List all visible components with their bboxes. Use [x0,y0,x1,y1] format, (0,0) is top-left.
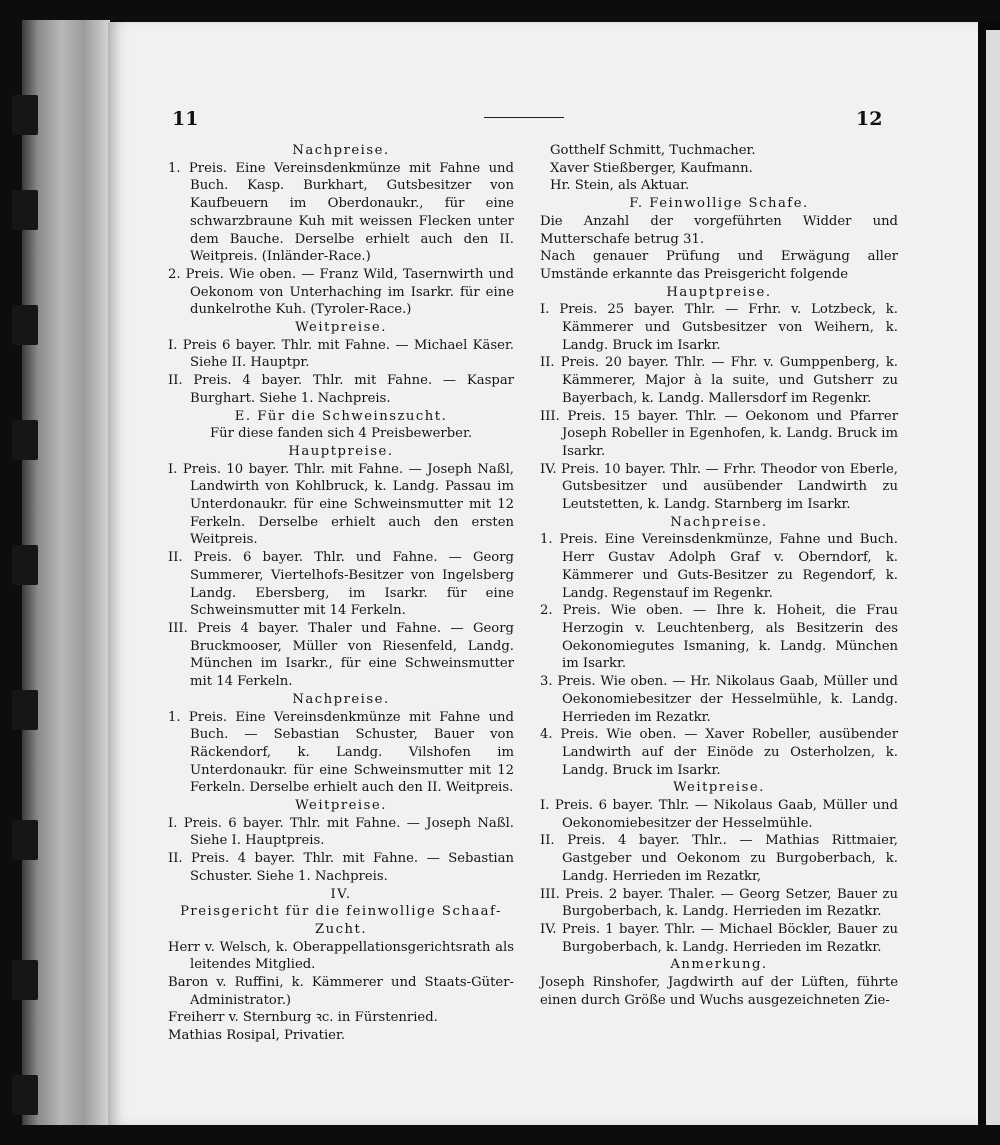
text-paragraph: Die Anzahl der vorgeführten Widder und Mutterschafe betrug 31. [540,213,898,247]
text-paragraph: I. Preis. 25 bayer. Thlr. — Frhr. v. Lotzbeck, k. Kämmerer und Gutsbesitzer von Weihern, k. Landg. Bruck im Isarkr. [540,302,898,353]
text-paragraph: II. Preis. 4 bayer. Thlr.. — Mathias Rittmaier, Gastgeber und Oekonom zu Burgoberbach, k. Landg. Herrieden im Rezatkr, [540,833,898,884]
text-paragraph: Hr. Stein, als Aktuar. [550,178,690,194]
text-paragraph: III. Preis 4 bayer. Thaler und Fahne. — Georg Bruckmooser, Müller von Riesenfeld, Landg. München im Isarkr., für eine Schweinsmutter mit 14 Ferkeln. [168,620,514,690]
binding-tab [12,95,38,135]
text-paragraph: III. Preis. 2 bayer. Thaler. — Georg Setzer, Bauer zu Burgoberbach, k. Landg. Herrieden im Rezatkr. [540,886,898,920]
section-heading: Weitpreise. [295,798,387,814]
text-paragraph: II. Preis. 4 bayer. Thlr. mit Fahne. — Sebastian Schuster. Siehe 1. Nachpreis. [168,851,514,884]
text-paragraph: 1. Preis. Eine Vereinsdenkmünze mit Fahne und Buch. Kasp. Burkhart, Gutsbesitzer von Kaufbeuern im Oberdonaukr., für eine schwarzbraune Kuh mit weissen Flecken unter dem Bauche. Derselbe erhielt auch den II. Weitpreis. (Inländer-Race.) [168,160,514,265]
section-heading: Preisgericht für die feinwollige Schaaf-Zucht. [180,904,502,937]
next-page-edge [986,30,1000,1125]
text-paragraph: II. Preis. 4 bayer. Thlr. mit Fahne. — Kaspar Burghart. Siehe 1. Nachpreis. [168,373,514,406]
text-paragraph: IV. Preis. 10 bayer. Thlr. — Frhr. Theodor von Eberle, Gutsbesitzer und ausübender Landwirth zu Leutstetten, k. Landg. Starnberg im Isarkr. [540,461,898,513]
text-paragraph: 4. Preis. Wie oben. — Xaver Robeller, ausübender Landwirth auf der Einöde zu Osterholzen, k. Landg. Bruck im Isarkr. [540,727,898,778]
binding-tab [12,690,38,730]
text-paragraph: Baron v. Ruffini, k. Kämmerer und Staats-Güter-Administrator.) [168,975,514,1008]
binding-tab [12,1075,38,1115]
section-heading: Nachpreise. [292,143,390,158]
text-paragraph: Freiherr v. Sternburg ꝛc. in Fürstenried. [168,1010,438,1026]
text-paragraph: IV. Preis. 1 bayer. Thlr. — Michael Böckler, Bauer zu Burgoberbach, k. Landg. Herrieden im Rezatkr. [540,921,898,955]
binding-tab [12,305,38,345]
section-heading: Hauptpreise. [666,284,772,300]
text-paragraph: Herr v. Welsch, k. Oberappellationsgerichtsrath als leitendes Mitglied. [168,939,514,973]
page-number-left: 11 [172,108,199,130]
binding-tab [12,545,38,585]
binding-tab [12,190,38,230]
left-column [168,142,514,1045]
text-paragraph: III. Preis. 15 bayer. Thlr. — Oekonom und Pfarrer Joseph Robeller in Egenhofen, k. Landg. Bruck im Isarkr. [540,408,898,459]
text-paragraph: Nach genauer Prüfung und Erwägung aller Umstände erkannte das Preisgericht folgende [540,249,898,282]
section-heading: IV. [330,886,352,902]
text-paragraph: Xaver Stießberger, Kaufmann. [550,160,753,176]
section-heading: Anmerkung. [670,957,768,973]
section-heading: Weitpreise. [673,780,765,796]
header-rule [484,117,564,118]
text-paragraph: Mathias Rosipal, Privatier. [168,1028,346,1044]
text-paragraph: 3. Preis. Wie oben. — Hr. Nikolaus Gaab, Müller und Oekonomiebesitzer der Hesselmühle, k. Landg. Herrieden im Rezatkr. [540,674,898,725]
section-heading: Hauptpreise. [288,443,394,459]
text-paragraph: I. Preis. 6 bayer. Thlr. — Nikolaus Gaab, Müller und Oekonomiebesitzer der Hesselmühle. [540,798,898,831]
text-paragraph: II. Preis. 20 bayer. Thlr. — Fhr. v. Gumppenberg, k. Kämmerer, Major à la suite, und Gutsherr zu Bayerbach, k. Landg. Mallersdorf im Regenkr. [540,355,898,406]
text-paragraph: 2. Preis. Wie oben. — Ihre k. Hoheit, die Frau Herzogin v. Leuchtenberg, als Besitzerin des Oekonomiegutes Ismaning, k. Landg. München im Isarkr. [540,603,898,672]
text-paragraph: I. Preis 6 bayer. Thlr. mit Fahne. — Michael Käser. Siehe II. Hauptpr. [168,337,514,371]
text-paragraph: 2. Preis. Wie oben. — Franz Wild, Tasernwirth und Oekonom von Unterhaching im Isarkr. für eine dunkelrothe Kuh. (Tyroler-Race.) [168,266,514,318]
page-number-right: 12 [856,108,883,130]
binding-tab [12,820,38,860]
right-column [540,142,898,1009]
text-paragraph: Joseph Rinshofer, Jagdwirth auf der Lüften, führte einen durch Größe und Wuchs ausgezeichneten Zie- [540,975,898,1008]
section-heading: Nachpreise. [292,691,390,707]
section-heading: E. Für die Schweinszucht. [234,408,448,424]
text-paragraph: Gotthelf Schmitt, Tuchmacher. [550,143,756,158]
section-heading: Nachpreise. [670,514,768,530]
binding-tab [12,960,38,1000]
text-paragraph: I. Preis. 6 bayer. Thlr. mit Fahne. — Joseph Naßl. Siehe I. Hauptpreis. [168,815,514,849]
section-heading: Weitpreise. [295,320,387,336]
text-paragraph: II. Preis. 6 bayer. Thlr. und Fahne. — Georg Summerer, Viertelhofs-Besitzer von Ingelsberg Landg. Ebersberg, im Isarkr. für eine Schweinsmutter mit 14 Ferkeln. [168,550,514,619]
text-paragraph: 1. Preis. Eine Vereinsdenkmünze, Fahne und Buch. Herr Gustav Adolph Graf v. Oberndorf, k. Kämmerer und Guts-Besitzer zu Regendorf, k. Landg. Regenstauf im Regenkr. [540,532,898,601]
text-paragraph: I. Preis. 10 bayer. Thlr. mit Fahne. — Joseph Naßl, Landwirth von Kohlbruck, k. Landg. Passau im Unterdonaukr. für eine Schweinsmutter mit 12 Ferkeln. Derselbe erhielt auch den ersten Weitpreis. [168,461,514,548]
text-paragraph: Für diese fanden sich 4 Preisbewerber. [209,426,473,442]
binding-tab [12,420,38,460]
text-paragraph: 1. Preis. Eine Vereinsdenkmünze mit Fahne und Buch. — Sebastian Schuster, Bauer von Räckendorf, k. Landg. Vilshofen im Unterdonaukr. für eine Schweinsmutter mit 12 Ferkeln. Derselbe erhielt auch den II. Weitpreis. [168,709,514,796]
section-heading: F. Feinwollige Schafe. [629,196,809,212]
